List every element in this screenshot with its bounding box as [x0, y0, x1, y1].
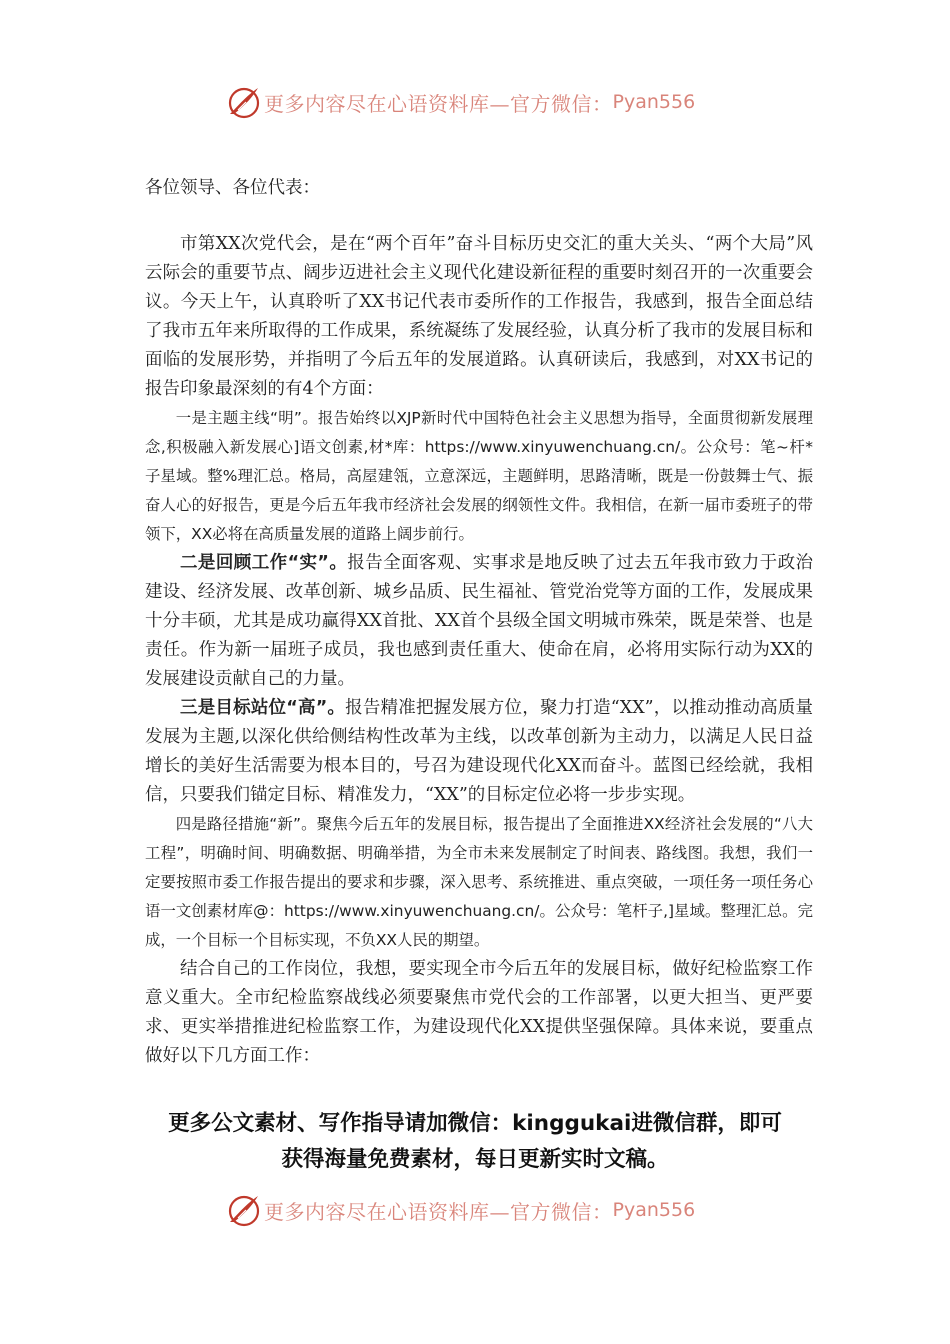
document-body — [145, 230, 813, 1071]
footer-banner — [0, 1190, 950, 1230]
paragraph-conclusion: 结合自己的工作岗位，我想，要实现全市今后五年的发展目标，做好纪检监察工作意义重大。全市纪检监察战线必须要聚焦市党代会的工作部署，以更大担当、更严要求、更实举措推进纪检监察工作，为建设现代化XX提供坚强保障。具体来说，要重点做好以下几方面工作： — [145, 959, 813, 1066]
quill-logo-icon — [226, 1192, 262, 1228]
greeting: 各位领导、各位代表： — [145, 178, 320, 198]
point-3-heading: 三是目标站位“高”。 — [180, 698, 346, 718]
banner-wechat-id: Pyan556 — [612, 1199, 696, 1221]
promo-notice — [120, 1106, 830, 1178]
header-banner — [0, 82, 950, 122]
point-2-heading: 二是回顾工作“实”。 — [180, 553, 348, 573]
quill-logo-icon — [226, 84, 262, 120]
banner-text: 更多内容尽在心语资料库—官方微信： — [264, 91, 613, 116]
point-2-text: 报告全面客观、实事求是地反映了过去五年我市致力于政治建设、经济发展、改革创新、城乡品质、民生福祉、管党治党等方面的工作，发展成果十分丰硕，尤其是成功赢得XX首批、XX首个县级全国文明城市殊荣，既是荣誉、也是责任。作为新一届班子成员，我也感到责任重大、使命在肩，必将用实际行动为XX的发展建设贡献自己的力量。 — [145, 553, 813, 689]
paragraph-point-2 — [145, 549, 813, 694]
banner-wechat-id: Pyan556 — [612, 91, 696, 113]
promo-line-1: 更多公文素材、写作指导请加微信：kinggukai进微信群，即可 — [168, 1111, 782, 1136]
paragraph-point-4: 四是路径措施“新”。聚焦今后五年的发展目标，报告提出了全面推进XX经济社会发展的“八大工程”，明确时间、明确数据、明确举措，为全市未来发展制定了时间表、路线图。我想，我们一定要按照市委工作报告提出的要求和步骤，深入思考、系统推进、重点突破，一项任务一项任务心语一文创素材库@：https://www.xinyuwenchuang.cn/。公众号：笔杆子,]星域。整理汇总。完成，一个目标一个目标实现，不负XX人民的期望。 — [145, 815, 813, 949]
paragraph-intro: 市第XX次党代会，是在“两个百年”奋斗目标历史交汇的重大关头、“两个大局”风云际会的重要节点、阔步迈进社会主义现代化建设新征程的重要时刻召开的一次重要会议。今天上午，认真聆听了XX书记代表市委所作的工作报告，我感到，报告全面总结了我市五年来所取得的工作成果，系统凝练了发展经验，认真分析了我市的发展目标和面临的发展形势，并指明了今后五年的发展道路。认真研读后，我感到，对XX书记的报告印象最深刻的有4个方面： — [145, 234, 813, 399]
banner-text: 更多内容尽在心语资料库—官方微信： — [264, 1199, 613, 1224]
promo-line-2: 获得海量免费素材，每日更新实时文稿。 — [281, 1147, 669, 1172]
paragraph-point-3 — [145, 694, 813, 810]
point-3-text: 报告精准把握发展方位，聚力打造“XX”，以推动推动高质量发展为主题,以深化供给侧结构性改革为主线，以改革创新为主动力，以满足人民日益增长的美好生活需要为根本目的，号召为建设现代化XX而奋斗。蓝图已经绘就，我相信，只要我们锚定目标、精准发力，“XX”的目标定位必将一步步实现。 — [145, 698, 813, 805]
paragraph-point-1: 一是主题主线“明”。报告始终以XJP新时代中国特色社会主义思想为指导，全面贯彻新发展理念,积极融入新发展心]语文创素,材*库：https://www.xinyuwenchuang.cn/。公众号：笔~杆*子星域。整%理汇总。格局，高屋建瓴，立意深远，主题鲜明，思路清晰，既是一份鼓舞士气、振奋人心的好报告，更是今后五年我市经济社会发展的纲领性文件。我相信，在新一届市委班子的带领下，XX必将在高质量发展的道路上阔步前行。 — [145, 409, 813, 543]
